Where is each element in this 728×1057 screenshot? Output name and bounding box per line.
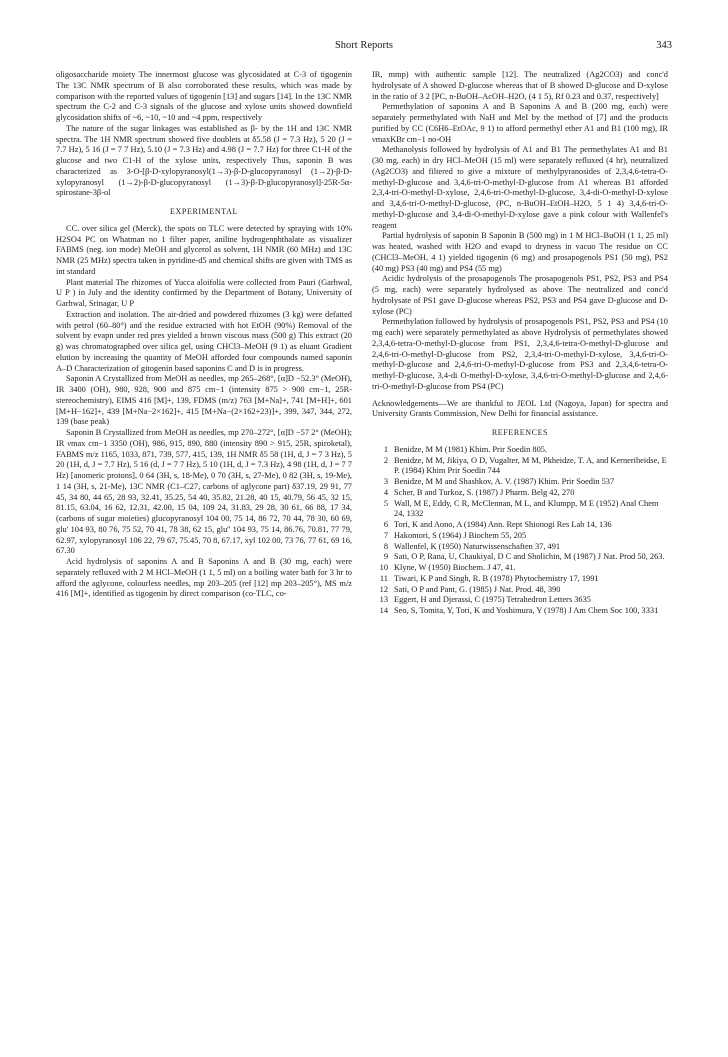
paragraph-continued-right: IR, mmp) with authentic sample [12]. The neutralized (Ag2CO3) and conc'd hydrolysate of A showed D-glucose whereas that of B showed D-glucose and D-xylose in the ratio of 3 2 [PC, n-BuOH–AcOH–H2O, (4 1 5), Rf 0.23 and 0.37, respectively] [372, 70, 668, 101]
reference-text: Klyne, W (1950) Biochem. J 47, 41. [394, 563, 516, 572]
reference-item [372, 477, 668, 488]
reference-text: Seo, S, Tomita, Y, Tori, K and Yoshimura, Y (1978) J Am Chem Soc 100, 3331 [394, 606, 659, 615]
reference-number: 6 [383, 520, 388, 529]
reference-item [372, 563, 668, 574]
reference-text: Benidze, M M and Shashkov, A. V. (1987) Khim. Prir Soedin 537 [394, 477, 615, 486]
left-column [56, 70, 352, 600]
reference-item [372, 585, 668, 596]
reference-text: Tiwari, K P and Singh, R. B (1978) Phytochemistry 17, 1991 [394, 573, 599, 583]
reference-text: Wall, M E, Eddy, C R, McClennan, M L, and Klumpp, M E (1952) Anal Chem 24, 1332 [394, 498, 659, 519]
paragraph-extraction: Extraction and isolation. The air-dried and powdered rhizomes (3 kg) were defatted with petrol (60–80°) and the residue extracted with hot EtOH (90%) Removal of the solvent by evapn under red pres yielded a brown viscous mass (500 g) This extract (20 g) was chromatographed over silica gel, using CHCl3–MeOH (9 1) as eluant Gradient elution by increasing the quantity of MeOH afforded four compounds named saponin A–D Characterization of gitogenin based saponins C and D is in progress. [56, 309, 352, 373]
paragraph-acid-hydrolysis: Acid hydrolysis of saponins A and B Saponins A and B (30 mg, each) were separately refluxed with 2 M HCl–MeOH (1 1, 5 ml) on a boiling water bath for 3 hr to afford the aglycone, colourless needles, mp 203–205 (ref [12] mp 203–205°), MS m/z 416 [M]+, identified as tigogenin by direct comparison (co-TLC, co- [56, 557, 352, 599]
paragraph-saponin-a: Saponin A Crystallized from MeOH as needles, mp 265–268°, [α]D −52.3° (MeOH), IR 3400 (OH), 980, 928, 900 and 875 cm−1 (intensity 875 > 900 cm−1, 25R-stereochemistry), EIMS 416 [M]+, 139, FDMS (m/z) 763 [M+Na]+, 741 [M+H]+, 601 [M+H−162]+, 439 [M+Na−2×162]+, 415 [M+Na−(2×162+23)]+, 399, 347, 344, 272, 139 (base peak) [56, 374, 352, 427]
reference-item [372, 488, 668, 499]
reference-text: Benidze, M M, Jikiya, O D, Vugalter, M M, Pkheidze, T. A, and Kerneriheidse, E P. (1984) Khim Prir Soedin 744 [394, 455, 667, 476]
reference-number: 11 [379, 573, 388, 583]
paragraph-prosapogenol-permethylation: Permethylation followed by hydrolysis of prosapogenols PS1, PS2, PS3 and PS4 (10 mg each) were separately permethylated as above Hydrolysis of permethylates showed 2,3,4,6-tetra-O-methyl-D-glucose from PS1, 2,3,4,6-tetra-O-methyl-D-glucose and 2,4,6-tri-O-methyl-D-glucose from PS2, 2,3,4-tri-O-methyl-D-xylose, 3,4,6-tri-O-methyl-D-glucose and 2,4,6-tri-O-methyl-D-glucose from PS3 and 2,3,4,6-tetra-O-methyl-D-glucose, 3,4-di O-methyl-D-xylose, 3,4,6-tri-O-methyl-D-glucose and 2,4,6-tri-O-methyl-D-glucose from PS4 (PC) [372, 317, 668, 391]
reference-text: Hakomori, S (1964) J Biochem 55, 205 [394, 530, 527, 540]
reference-item [372, 456, 668, 478]
reference-number: 9 [383, 552, 388, 562]
reference-number: 8 [383, 541, 388, 551]
reference-text: Sati, O P, Rana, U, Chaukiyal, D C and Sholichin, M (1987) J Nat. Prod 50, 263. [394, 552, 665, 562]
reference-number: 13 [379, 595, 388, 605]
reference-item [372, 574, 668, 585]
paragraph-permethylation: Permethylation of saponins A and B Saponins A and B (200 mg, each) were separately permethylated with NaH and MeI by the method of [7] and the products purified by CC (C6H6–EtOAc, 9 1) to afford permethyl ether A1 and B1 (100 mg), IR νmaxKBr cm−1 no-OH [372, 102, 668, 144]
acknowledgements: Acknowledgements—We are thankful to JEOL Ltd (Nagoya, Japan) for spectra and University Grants Commission, New Delhi for financial assistance. [372, 398, 668, 419]
reference-number: 14 [379, 606, 388, 615]
reference-number: 7 [383, 530, 388, 540]
reference-number: 1 [383, 444, 388, 454]
reference-number: 4 [383, 487, 388, 497]
references-heading: REFERENCES [491, 428, 549, 437]
reference-number: 2 [383, 455, 388, 465]
section-heading-experimental: EXPERIMENTAL [170, 207, 238, 216]
reference-number: 5 [383, 498, 388, 508]
paragraph-general: CC. over silica gel (Merck), the spots on TLC were detected by spraying with 10% H2SO4 PC on Whatman no 1 filter paper, aniline hydrogenphthalate as visualizer FABMS (neg. ion mode) MeOH and glycerol as solvent, 1H NMR (60 MHz) and 13C NMR (25 MHz) spectra taken in pyridine-d5 and chemical shifts are given with TMS as int standard [56, 223, 352, 276]
reference-item [372, 542, 668, 553]
reference-item [372, 531, 668, 542]
paragraph-saponin-b: Saponin B Crystallized from MeOH as needles, mp 270–272°, [α]D −57 2° (MeOH); IR νmax cm−1 3350 (OH), 986, 915, 890, 880 (intensity 890 > 915, 25R, spiroketal), FABMS m/z 1165, 1033, 871, 739, 577, 415, 139, 1H NMR δ5 58 (1H, d, J = 7 3 Hz), 5 20 (1H, d, J = 7.7 Hz), 5 16 (d, J = 7 7 Hz), 5 10 (1H, d, J = 7.3 Hz), 4 98 (1H, d, J = 7 7 Hz) [anomeric protons], 0 64 (3H, s, 18-Me), 0 70 (3H, s, 27-Me), 0 82 (3H, s, 19-Me), 1 14 (3H, s, 21-Me), 13C NMR (C1–C27, carbons of aglycone part) δ37.19, 29 91, 77 45, 34 80, 44 65, 28 93, 32.41, 35.25, 54 40, 35.82, 21.28, 40 15, 40.79, 56 45, 32 15, 81.15, 63.04, 16 62, 12.31, 42.00, 15 04, 109 24, 31.83, 29 28, 30 61, 66 88, 17 34, (carbons of sugar moieties) glucopyranosyl 104 00, 75 14, 86 72, 70 44, 78 30, 60 69, glu' 104 93, 80 76, 75 52, 70 41, 78 38, 62 15, glu'' 104 93, 75 14, 86.76, 70.81, 77 79, 62.97, xylopyranosyl 106 22, 79 67, 75.45, 70 8, 67.17, xyl 102 00, 73 76, 77 61, 69 16, 67.30 [56, 428, 352, 556]
reference-number: 12 [379, 584, 388, 594]
paragraph-sugar-linkages: The nature of the sugar linkages was established as β- by the 1H and 13C NMR spectra. The 1H NMR spectrum showed five doublets at δ5.58 (J = 7.3 Hz), 5 20 (J = 7.7 Hz), 5 16 (J = 7 7 Hz), 5.10 (J = 7.3 Hz) and 4.98 (J = 7.7 Hz) for three C1-H of the glucose and two C1-H of the xylose units, respectively Thus, saponin B was characterized as 3-O-[β-D-xylopyranosyl(1→3)-β-D-glucopyranosyl (1→2)-β-D-xylopyranosyl (1→2)-β-D-glucopyranosyl (1→3)-β-D-glucopyranosyl]-25R-5α-spirostane-3β-ol [56, 123, 352, 198]
reference-item [372, 499, 668, 521]
reference-item [372, 520, 668, 531]
reference-text: Sati, O P and Pant, G. (1985) J Nat. Prod. 48, 390 [394, 584, 561, 594]
page-number: 343 [656, 40, 672, 51]
right-column [372, 70, 668, 617]
reference-item [372, 445, 668, 456]
reference-text: Eggert, H and Djerassi, C (1975) Tetrahedron Letters 3635 [394, 595, 591, 605]
paragraph-prosapogenol-hydrolysis: Acidic hydrolysis of the prosapogenols The prosapogenols PS1, PS2, PS3 and PS4 (5 mg, each) were separately hydrolysed as above The neutralized and conc'd hydrolysate of PS1 gave D-glucose whereas PS2, PS3 and PS4 gave D-glucose and D-xylose (PC) [372, 274, 668, 316]
reference-item [372, 595, 668, 606]
reference-item [372, 552, 668, 563]
reference-list [372, 445, 668, 617]
paragraph-methanolysis: Methanolysis followed by hydrolysis of A1 and B1 The permethylates A1 and B1 (30 mg, each) in dry HCl–MeOH (15 ml) were separately refluxed (4 hr), neutralized (Ag2CO3) and filtered to give a mixture of methylpyranosides of 2,3,4,6-tetra-O-methyl-D-glucose and 3,4,6-tri-O-methyl-D-glucose from A1 whereas B1 afforded 2,3,4-tri-O-methyl-D-xylose, 2,4,6-tri-O-methyl-D-glucose, 3,4-di-O-methyl-D-xylose and 3,4,6-tri-O-methyl-D-glucose, (PC, n-BuOH–EtOH–H2O, 5 1 4) 3,4,6-tri-O-methyl-D-glucose and 3,4-di-O-methyl-D-xylose gave a pink colour with Wallenfel's reagent [372, 145, 668, 230]
paragraph-plant-material: Plant material The rhizomes of Yucca aloifolia were collected from Pauri (Garhwal, U P ) in July and the identity confirmed by the Department of Botany, University of Garhwal, Srinagar, U P [56, 277, 352, 308]
paragraph-continued: oligosaccharide moiety The innermost glucose was glycosidated at C-3 of tigogenin The 13C NMR spectrum of B also corroborated these results, which was made by comparison with the reported values of tigogenin [13] and sugars [14]. In the 13C NMR spectrum the C-2 and C-3 signals of the glucose and xylose units showed downfield glycosidation shifts of ~6, ~10, ~10 and ~4 ppm, respectively [56, 70, 352, 122]
reference-text: Benidze, M M (1981) Khim. Prir Soedin 805. [394, 444, 548, 454]
paragraph-partial-hydrolysis: Partial hydrolysis of saponin B Saponin B (500 mg) in 1 M HCl–BuOH (1 1, 25 ml) was heated, washed with H2O and evapd to dryness in vacuo The residue on CC (CHCl3–MeOH, 4 1) yielded tigogenin (6 mg) and prosapogenols PS1 (50 mg), PS2 (40 mg) PS3 (40 mg) and PS4 (55 mg) [372, 231, 668, 273]
reference-text: Wallenfel, K (1950) Naturwissenschaften 37, 491 [394, 541, 561, 551]
running-header: Short Reports [334, 40, 394, 51]
reference-text: Tori, K and Aono, A (1984) Ann. Rept Shionogi Res Lab 14, 136 [394, 520, 612, 529]
reference-number: 3 [383, 477, 388, 486]
reference-item [372, 606, 668, 617]
reference-number: 10 [379, 563, 388, 572]
reference-text: Scher, B and Turkoz, S. (1987) J Pharm. Belg 42, 270 [394, 487, 575, 497]
